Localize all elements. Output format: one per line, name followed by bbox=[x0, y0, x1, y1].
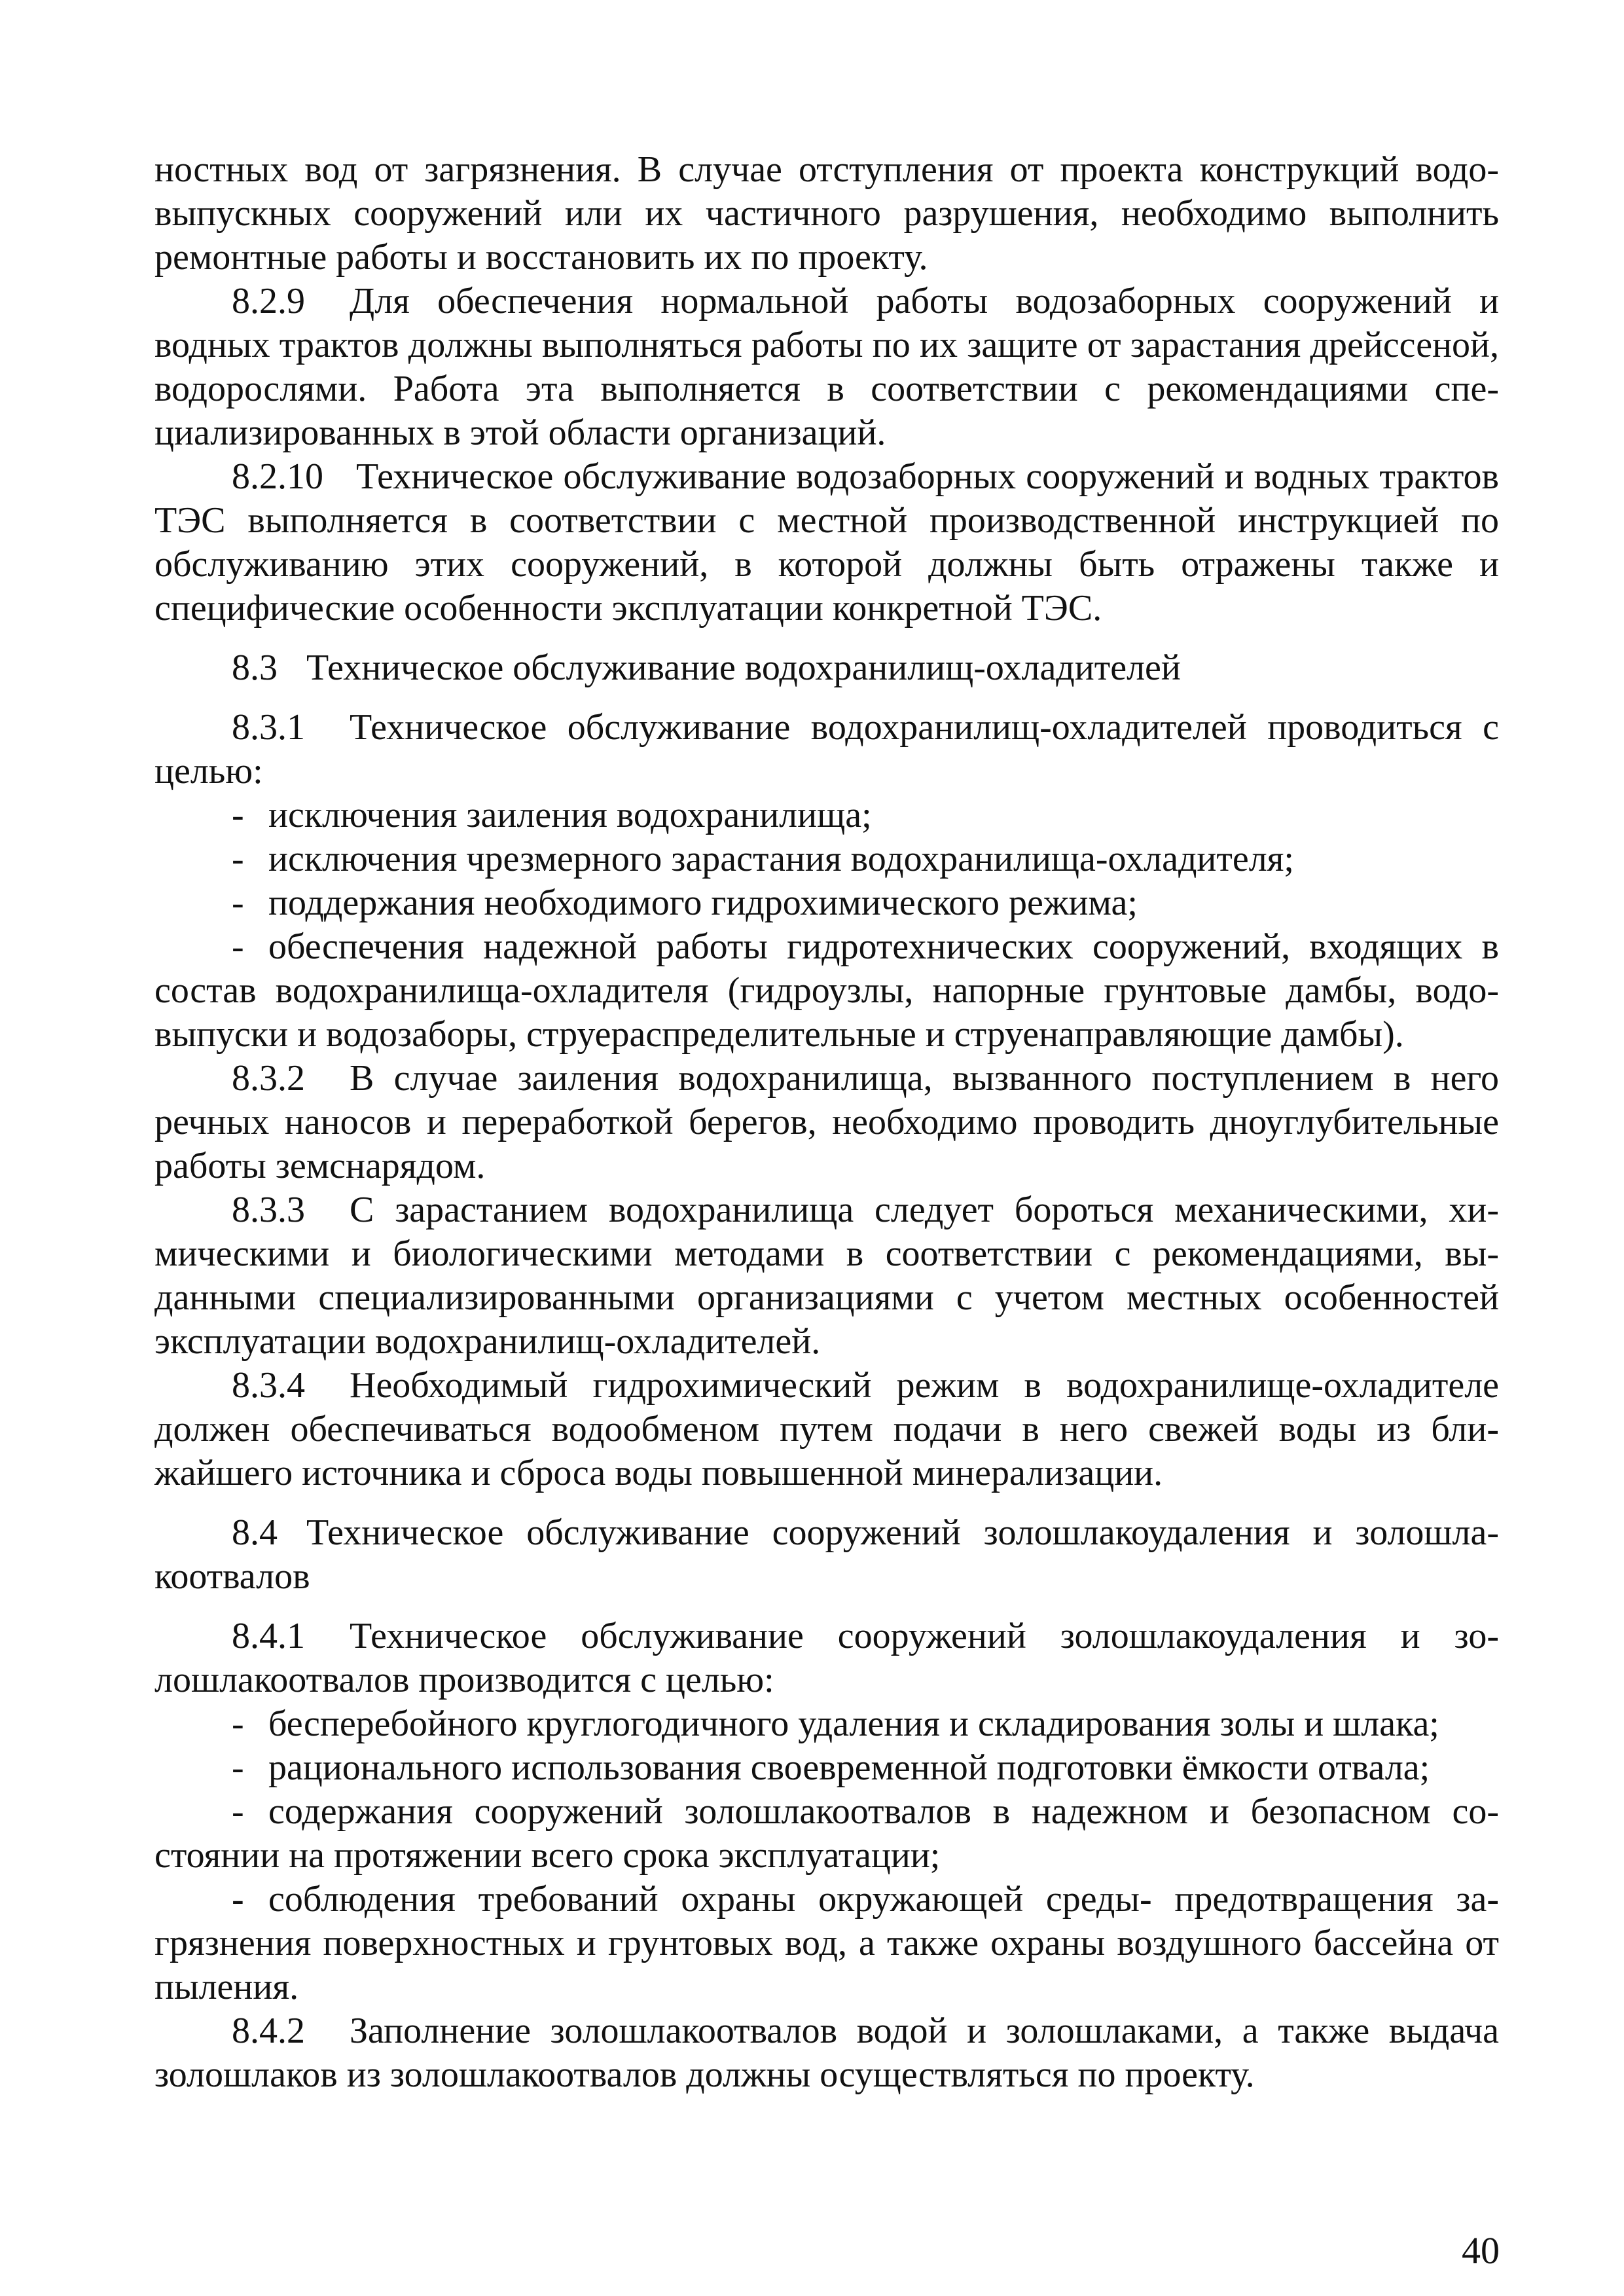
list-dash: - bbox=[232, 839, 244, 879]
clause-number: 8.3.3 bbox=[232, 1190, 305, 1230]
list-item-text: поддержания необходимого гидрохимического режима; bbox=[268, 883, 1138, 923]
clause-number: 8.4.1 bbox=[232, 1616, 305, 1656]
clause-text: Необходимый гидрохимический режим в водохранилище-охладителе должен обеспечиваться водообменом путем подачи в него свежей воды из ближайшего источника и сброса воды повышенной минерализации. bbox=[154, 1365, 1499, 1493]
paragraph-8-3-3 bbox=[154, 1188, 1499, 1364]
section-heading-8-4 bbox=[154, 1511, 1499, 1599]
section-heading-8-3 bbox=[154, 646, 1499, 690]
clause-number: 8.3.1 bbox=[232, 707, 305, 748]
list-item-text: содержания сооружений золошлакоотвалов в надежном и безопасном состоянии на протяжении всего срока эксплуатации; bbox=[154, 1791, 1499, 1876]
list-dash: - bbox=[232, 926, 244, 967]
paragraph-8-3-1 bbox=[154, 706, 1499, 793]
section-title: Техническое обслуживание сооружений золошлакоудаления и золошлакоотвалов bbox=[154, 1512, 1499, 1597]
clause-text: С зарастанием водохранилища следует бороться механическими, химическими и биологическими методами в соответствии с рекомендациями, выданными специализированными организациями с учетом местных особенностей эксплуатации водохранилищ-охладителей. bbox=[154, 1190, 1499, 1362]
clause-number: 8.2.9 bbox=[232, 281, 305, 321]
clause-text: Заполнение золошлакоотвалов водой и золошлаками, а также выдача золошлаков из золошлакоотвалов должны осуществляться по проекту. bbox=[154, 2011, 1499, 2095]
list-item bbox=[154, 1878, 1499, 2009]
paragraph-8-2-9 bbox=[154, 280, 1499, 455]
clause-number: 8.4.2 bbox=[232, 2011, 305, 2051]
paragraph-continued: ностных вод от загрязнения. В случае отступления от проекта конструкций водовыпускных сооружений или их частичного разрушения, необходимо выполнить ремонтные работы и восстановить их по проекту. bbox=[154, 149, 1499, 278]
list-item-text: исключения заиления водохранилища; bbox=[268, 795, 872, 835]
list-item bbox=[154, 793, 1499, 837]
clause-text: Техническое обслуживание сооружений золошлакоудаления и золошлакоотвалов производится с целью: bbox=[154, 1616, 1499, 1700]
section-number: 8.3 bbox=[232, 647, 278, 688]
list-dash: - bbox=[232, 1747, 244, 1788]
list-item bbox=[154, 1790, 1499, 1878]
paragraph-8-4-1 bbox=[154, 1614, 1499, 1702]
list-dash: - bbox=[232, 1704, 244, 1744]
page-content bbox=[154, 148, 1499, 2097]
paragraph-8-3-2 bbox=[154, 1057, 1499, 1188]
list-dash: - bbox=[232, 1791, 244, 1832]
clause-number: 8.3.4 bbox=[232, 1365, 305, 1406]
list-item bbox=[154, 837, 1499, 881]
list-item-text: бесперебойного круглогодичного удаления и складирования золы и шлака; bbox=[268, 1704, 1439, 1744]
paragraph-8-4-2 bbox=[154, 2009, 1499, 2097]
list-item bbox=[154, 925, 1499, 1057]
list-item-text: соблюдения требований охраны окружающей среды- предотвращения загрязнения поверхностных и грунтовых вод, а также охраны воздушного бассейна от пыления. bbox=[154, 1879, 1499, 2007]
page-number: 40 bbox=[1462, 2229, 1500, 2272]
list-item bbox=[154, 881, 1499, 925]
list-item-text: обеспечения надежной работы гидротехнических сооружений, входящих в состав водохранилища-охладителя (гидроузлы, напорные грунтовые дамбы, водовыпуски и водозаборы, струераспределительные и струенаправляющие дамбы). bbox=[154, 926, 1499, 1055]
paragraph-8-2-10 bbox=[154, 455, 1499, 630]
clause-number: 8.3.2 bbox=[232, 1058, 305, 1099]
paragraph-8-3-4 bbox=[154, 1364, 1499, 1495]
clause-text: В случае заиления водохранилища, вызванного поступлением в него речных наносов и переработкой берегов, необходимо проводить дноуглубительные работы земснарядом. bbox=[154, 1058, 1499, 1186]
clause-text: Техническое обслуживание водохранилищ-охладителей проводиться с целью: bbox=[154, 707, 1499, 792]
section-title: Техническое обслуживание водохранилищ-охладителей bbox=[306, 647, 1181, 688]
section-number: 8.4 bbox=[232, 1512, 278, 1553]
clause-text: Для обеспечения нормальной работы водозаборных сооружений и водных трактов должны выполняться работы по их защите от зарастания дрейссеной, водорослями. Работа эта выполняется в соответствии с рекомендациями специализированных в этой области организаций. bbox=[154, 281, 1499, 453]
list-dash: - bbox=[232, 795, 244, 835]
clause-text: Техническое обслуживание водозаборных сооружений и водных трактов ТЭС выполняется в соответствии с местной производственной инструкцией по обслуживанию этих сооружений, в которой должны быть отражены также и специфические особенности эксплуатации конкретной ТЭС. bbox=[154, 456, 1499, 629]
clause-number: 8.2.10 bbox=[232, 456, 323, 497]
list-item bbox=[154, 1746, 1499, 1790]
list-dash: - bbox=[232, 1879, 244, 1920]
list-item-text: рационального использования своевременной подготовки ёмкости отвала; bbox=[268, 1747, 1430, 1788]
list-item bbox=[154, 1702, 1499, 1746]
list-dash: - bbox=[232, 883, 244, 923]
list-item-text: исключения чрезмерного зарастания водохранилища-охладителя; bbox=[268, 839, 1294, 879]
